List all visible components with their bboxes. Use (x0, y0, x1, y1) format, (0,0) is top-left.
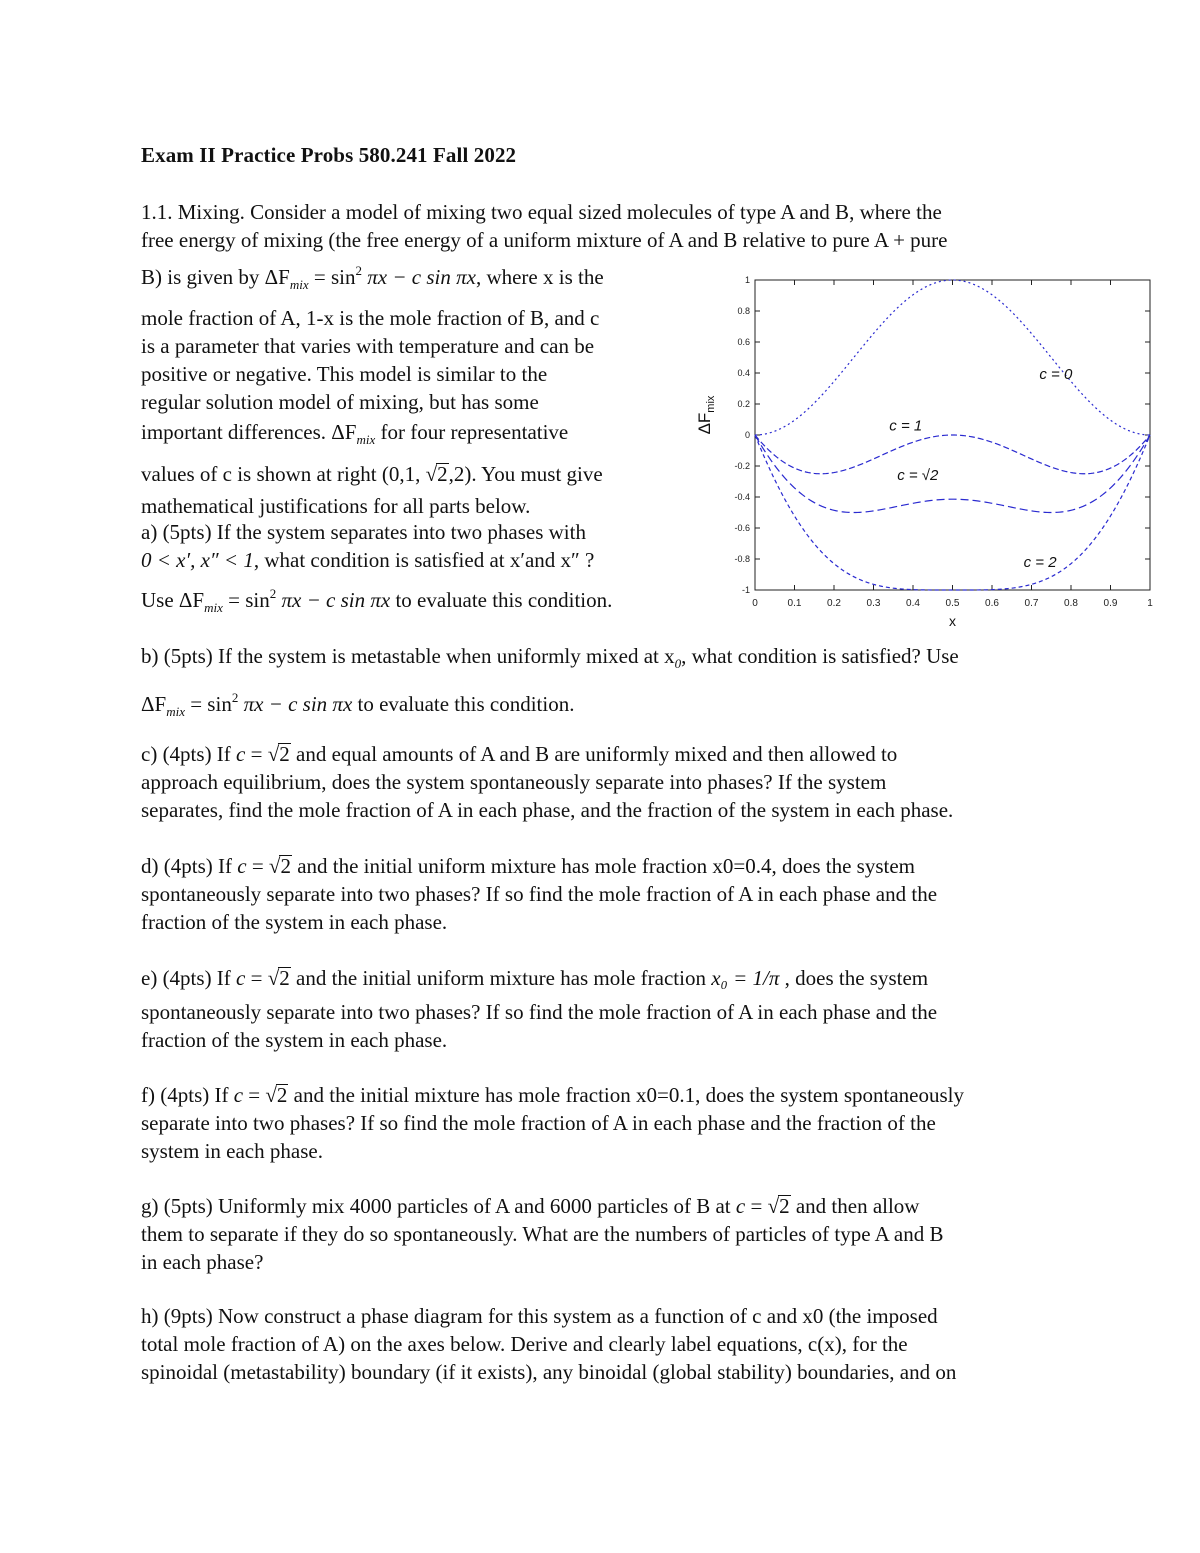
part-h: h) (9pts) Now construct a phase diagram for this system as a function of c and x0 (the imposed total mole fraction of A) on the axes below. Derive and clearly label equations, c(x), for the spinoidal (metastability) boundary (if it exists), any binoidal (global stability) boundaries, and on (141, 1304, 957, 1384)
part-e: e) (4pts) If c = √2 and the initial uniform mixture has mole fraction x₀ = 1/π , does the system spontaneously separate into two phases? If so find the mole fraction of A in each phase and the fraction of the system in each phase. (141, 966, 938, 1052)
free-energy-symbol: $\Delta F_{mix}$ (331, 420, 376, 447)
x-tick-label: 0.3 (866, 598, 881, 609)
part-f: f) (4pts) If c = √2 and the initial mixture has mole fraction x0=0.1, does the system spontaneously separate into two phases? If so find the mole fraction of A in each phase and the fraction of the system in each phase. (141, 1083, 964, 1163)
part-d: d) (4pts) If c = √2 and the initial uniform mixture has mole fraction x0=0.4, does the system spontaneously separate into two phases? If so find the mole fraction of A in each phase and the fraction of the system in each phase. (141, 854, 938, 934)
y-tick-label: 0 (744, 430, 750, 440)
part-b: b) (5pts) If the system is metastable when uniformly mixed at $x_0$, what condition is satisfied? Use $\Delta F_{mix} = \sin^2 \pi x - c$ sin πx to evaluate this condition. (141, 644, 959, 719)
x-tick-label: 0.5 (945, 598, 960, 609)
intro-line: is a parameter that varies with temperature and can be (141, 334, 595, 358)
x-tick-label: 0.4 (906, 598, 920, 609)
part-c: c) (4pts) If c = √2 and equal amounts of A and B are uniformly mixed and then allowed to approach equilibrium, does the system spontaneously separate into phases? If the system separates, find the mole fraction of A in each phase, and the fraction of the system in each phase. (141, 742, 954, 822)
free-energy-chart (680, 268, 1180, 638)
y-tick-label: 1 (744, 275, 750, 285)
series-line (755, 280, 1150, 435)
series-line (755, 435, 1150, 474)
y-tick-label: -0.4 (734, 492, 750, 502)
y-axis-label: $\Delta F_{mix}$ (695, 395, 717, 435)
y-tick-label: 0.6 (737, 337, 750, 347)
x-tick-label: 0.1 (787, 598, 802, 609)
y-tick-label: 0.4 (737, 368, 750, 378)
intro-line: B) is given by $\Delta F_{mix} = \sin^2 \pi x - c$ sin πx, where x is the (141, 263, 604, 292)
c-equals-sqrt2: c = √2 (233, 1083, 288, 1107)
page-title: Exam II Practice Probs 580.241 Fall 2022 (141, 143, 517, 167)
x-axis-label: x (949, 613, 956, 629)
intro-line: free energy of mixing (the free energy of a uniform mixture of A and B relative to pure A + pure (141, 228, 948, 252)
c-equals-sqrt2: c = √2 (236, 742, 290, 766)
x-tick-label: 0.2 (827, 598, 841, 609)
c-equals-sqrt2: c = √2 (735, 1194, 790, 1218)
part-g: g) (5pts) Uniformly mix 4000 particles of A and 6000 particles of B at c = √2 and then allow them to separate if they do so spontaneously. What are the numbers of particles of type A and B in each phase? (141, 1194, 944, 1274)
part-a: a) (5pts) If the system separates into two phases with 0 < x′, x″ < 1, what condition is satisfied at x′and x″ ? Use $\Delta F_{mix} = \sin^2 \pi x - c$ sin πx to evaluate this condition. (141, 520, 613, 615)
series-label: c = 2 (1023, 553, 1057, 571)
free-energy-formula: $\Delta F_{mix} = \sin^2 \pi x - c$ sin πx (141, 690, 353, 719)
c-values-set: (0,1, √2,2) (381, 462, 472, 486)
series-line (755, 435, 1150, 590)
x-tick-label: 0 (752, 598, 758, 609)
series-label: c = 1 (889, 417, 923, 435)
y-tick-label: 0.8 (737, 306, 750, 316)
x-tick-label: 0.9 (1103, 598, 1118, 609)
free-energy-formula: $\Delta F_{mix} = \sin^2 \pi x - c$ sin πx (264, 263, 476, 292)
c-equals-sqrt2: c = √2 (237, 854, 291, 878)
x-tick-label: 0.6 (985, 598, 999, 609)
intro-line: mole fraction of A, 1-x is the mole fraction of B, and c (141, 306, 600, 330)
intro-line: important differences. $\Delta F_{mix}$ for four representative (141, 420, 569, 447)
intro-line: 1.1. Mixing. Consider a model of mixing two equal sized molecules of type A and B, where the (141, 200, 942, 224)
y-tick-label: -0.6 (734, 523, 750, 533)
intro-line: mathematical justifications for all parts below. (141, 494, 531, 518)
intro-line: values of c is shown at right (0,1, √2,2). You must give (141, 462, 603, 486)
intro-line: regular solution model of mixing, but has some (141, 390, 539, 414)
free-energy-formula: $\Delta F_{mix} = \sin^2 \pi x - c$ sin πx (178, 586, 391, 615)
y-tick-label: -0.8 (734, 554, 750, 564)
y-tick-label: 0.2 (737, 399, 750, 409)
y-tick-label: -0.2 (734, 461, 750, 471)
x-tick-label: 0.7 (1024, 598, 1039, 609)
intro-line: positive or negative. This model is similar to the (141, 362, 548, 386)
series-label: c = 0 (1039, 366, 1073, 384)
series-label: c = √2 (897, 466, 939, 484)
x-tick-label: 1 (1147, 598, 1153, 609)
x-tick-label: 0.8 (1064, 598, 1078, 609)
y-tick-label: -1 (741, 585, 750, 595)
c-equals-sqrt2: c = √2 (236, 966, 290, 990)
